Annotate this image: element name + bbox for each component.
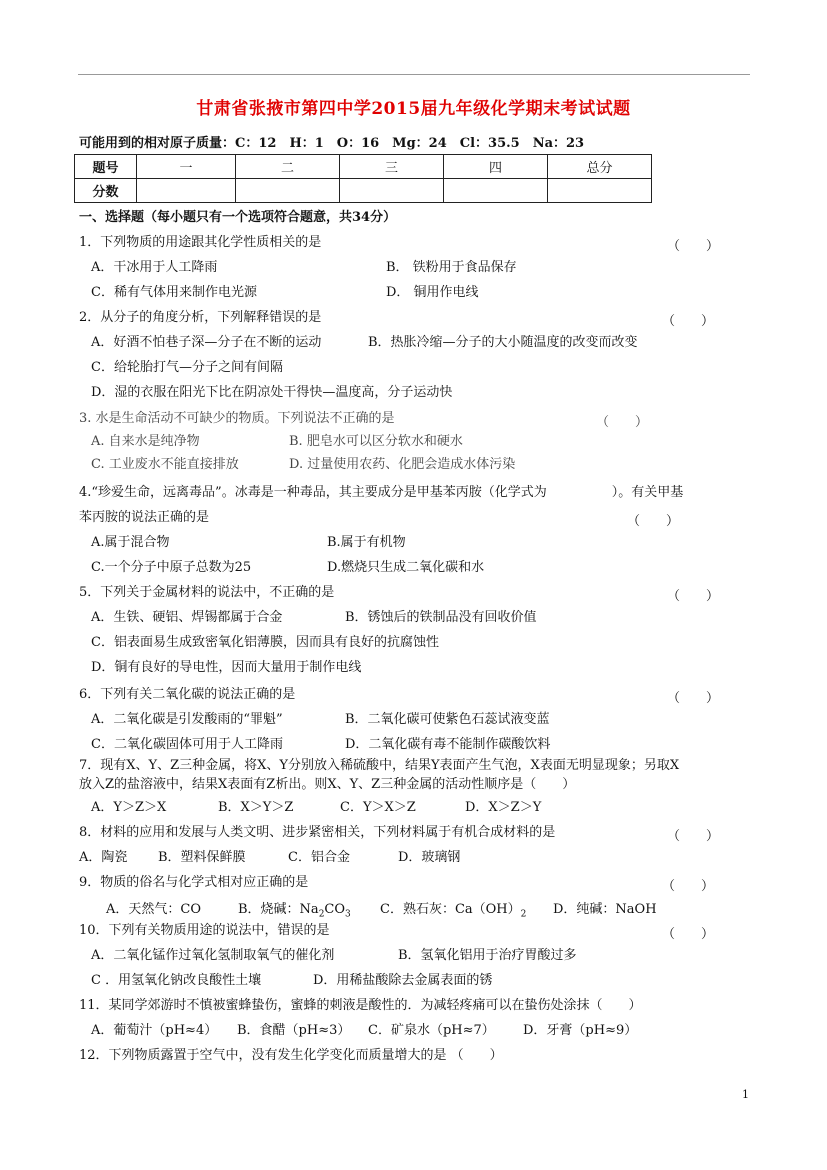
q4-stem-line1: 4.“珍爱生命，远离毒品”。冰毒是一种毒品，其主要成分是甲基苯丙胺（化学式为 ）。有关甲基 — [79, 485, 684, 500]
q3-option-c: C. 工业废水不能直接排放 — [91, 457, 239, 472]
q3-option-d: D. 过量使用农药、化肥会造成水体污染 — [289, 457, 516, 472]
cell-question-label: 题号 — [75, 155, 137, 179]
q9-option-b — [238, 902, 351, 923]
q8-option-b: B．塑料保鲜膜 — [158, 850, 246, 865]
q11-option-b: B．食醋（pH≈3） — [237, 1023, 351, 1038]
q3-option-a: A. 自来水是纯净物 — [91, 434, 200, 449]
q1-option-a: A．干冰用于人工降雨 — [91, 260, 218, 275]
q4-option-b: B.属于有机物 — [327, 535, 406, 550]
cell-score-label: 分数 — [75, 179, 137, 203]
q6-option-c: C．二氧化碳固体可用于人工降雨 — [91, 737, 283, 752]
q11-option-a: A．葡萄汁（pH≈4） — [91, 1023, 218, 1038]
q4-answer-paren[interactable]: （ ） — [627, 514, 680, 529]
cell-section-4: 四 — [444, 155, 548, 179]
q8-option-d: D．玻璃钢 — [398, 850, 461, 865]
q10-option-c: C ．用氢氧化钠改良酸性土壤 — [91, 973, 262, 988]
q1-answer-paren[interactable]: （ ） — [667, 239, 720, 254]
score-table — [74, 154, 652, 203]
q6-answer-paren[interactable]: （ ） — [667, 691, 720, 706]
q5-option-b: B．锈蚀后的铁制品没有回收价值 — [345, 610, 537, 625]
score-input-3[interactable] — [340, 179, 444, 203]
q10-stem: 10．下列有关物质用途的说法中，错误的是 — [79, 923, 330, 938]
q4-option-a: A.属于混合物 — [91, 535, 170, 550]
q10-option-d: D．用稀盐酸除去金属表面的锈 — [313, 973, 493, 988]
cell-section-2: 二 — [236, 155, 340, 179]
score-input-2[interactable] — [236, 179, 340, 203]
q9-option-c-sub: 2 — [520, 909, 527, 920]
q7-stem-line2: 放入Z的盐溶液中，结果X表面有Z析出。则X、Y、Z三种金属的活动性顺序是（ ） — [79, 777, 576, 792]
q4-option-d: D.燃烧只生成二氧化碳和水 — [327, 560, 485, 575]
q10-option-b: B．氢氧化铝用于治疗胃酸过多 — [398, 948, 577, 963]
q8-option-a: A．陶瓷 — [79, 850, 128, 865]
q9-option-b-mid: CO — [324, 902, 346, 917]
score-table-score-row — [75, 179, 652, 203]
q2-option-a: A．好酒不怕巷子深—分子在不断的运动 — [91, 335, 322, 350]
header-rule — [78, 74, 750, 75]
q11-option-c: C．矿泉水（pH≈7） — [368, 1023, 495, 1038]
q8-answer-paren[interactable]: （ ） — [667, 829, 720, 844]
q2-stem: 2．从分子的角度分析，下列解释错误的是 — [79, 310, 322, 325]
q1-option-d: D． 铜用作电线 — [386, 285, 479, 300]
cell-section-1: 一 — [137, 155, 236, 179]
q4-stem-line2: 苯丙胺的说法正确的是 — [79, 510, 210, 525]
q10-answer-paren[interactable]: （ ） — [662, 927, 715, 942]
q11-option-d: D．牙膏（pH≈9） — [523, 1023, 638, 1038]
score-table-header-row — [75, 155, 652, 179]
q9-option-b-sub2: 3 — [345, 909, 351, 920]
q9-option-b-text: B．烧碱：Na — [238, 902, 319, 917]
q1-option-c: C．稀有气体用来制作电光源 — [91, 285, 257, 300]
q5-option-c: C．铝表面易生成致密氧化铝薄膜，因而具有良好的抗腐蚀性 — [91, 635, 439, 650]
score-input-4[interactable] — [444, 179, 548, 203]
q1-stem: 1．下列物质的用途跟其化学性质相关的是 — [79, 235, 322, 250]
q8-option-c: C．铝合金 — [288, 850, 350, 865]
q9-option-a: A．天然气：CO — [106, 902, 201, 917]
q3-stem: 3. 水是生命活动不可缺少的物质。下列说法不正确的是 — [79, 411, 395, 426]
section1-heading: 一、选择题（每小题只有一个选项符合题意，共34分） — [79, 210, 397, 225]
cell-total: 总分 — [548, 155, 652, 179]
q9-option-b-sub1: 2 — [318, 909, 325, 920]
q9-option-c — [380, 902, 526, 923]
cell-section-3: 三 — [340, 155, 444, 179]
q7-option-b: B．X＞Y＞Z — [218, 800, 294, 815]
q7-option-d: D．X＞Z＞Y — [465, 800, 542, 815]
q9-option-c-text: C．熟石灰：Ca（OH） — [380, 902, 521, 917]
q5-option-d: D．铜有良好的导电性，因而大量用于制作电线 — [91, 660, 362, 675]
q5-option-a: A．生铁、硬铝、焊锡都属于合金 — [91, 610, 283, 625]
q6-option-a: A．二氧化碳是引发酸雨的“罪魁” — [91, 712, 283, 727]
score-input-total[interactable] — [548, 179, 652, 203]
q6-stem: 6．下列有关二氧化碳的说法正确的是 — [79, 687, 296, 702]
q5-answer-paren[interactable]: （ ） — [667, 589, 720, 604]
q9-answer-paren[interactable]: （ ） — [662, 879, 715, 894]
q11-stem: 11．某同学郊游时不慎被蜜蜂蛰伤，蜜蜂的刺液是酸性的．为减轻疼痛可以在蛰伤处涂抹（ ） — [79, 998, 642, 1013]
q12-stem: 12．下列物质露置于空气中，没有发生化学变化而质量增大的是 （ ） — [79, 1048, 503, 1063]
q6-option-b: B．二氧化碳可使紫色石蕊试液变蓝 — [345, 712, 550, 727]
q7-option-a: A．Y＞Z＞X — [91, 800, 167, 815]
exam-title: 甘肃省张掖市第四中学2015届九年级化学期末考试试题 — [196, 99, 631, 119]
q1-option-b: B． 铁粉用于食品保存 — [386, 260, 517, 275]
q2-answer-paren[interactable]: （ ） — [662, 314, 715, 329]
q9-stem: 9．物质的俗名与化学式相对应正确的是 — [79, 875, 309, 890]
q2-option-c: C．给轮胎打气—分子之间有间隔 — [91, 360, 283, 375]
q8-stem: 8．材料的应用和发展与人类文明、进步紧密相关，下列材料属于有机合成材料的是 — [79, 825, 556, 840]
q3-answer-paren[interactable]: （ ） — [596, 415, 649, 430]
score-input-1[interactable] — [137, 179, 236, 203]
atomic-masses: 可能用到的相对原子质量：C：12 H：1 O：16 Mg：24 Cl：35.5 Na：23 — [79, 136, 585, 151]
q2-option-d: D．湿的衣服在阳光下比在阴凉处干得快—温度高，分子运动快 — [91, 385, 453, 400]
q3-option-b: B. 肥皂水可以区分软水和硬水 — [289, 434, 463, 449]
page-number: 1 — [742, 1088, 749, 1101]
q9-option-d: D．纯碱：NaOH — [553, 902, 657, 917]
q6-option-d: D．二氧化碳有毒不能制作碳酸饮料 — [345, 737, 551, 752]
q7-option-c: C．Y＞X＞Z — [340, 800, 416, 815]
q10-option-a: A．二氧化锰作过氧化氢制取氧气的催化剂 — [91, 948, 335, 963]
q2-option-b: B．热胀冷缩—分子的大小随温度的改变而改变 — [368, 335, 638, 350]
q7-stem-line1: 7．现有X、Y、Z三种金属，将X、Y分别放入稀硫酸中，结果Y表面产生气泡，X表面无明显现象；另取X — [79, 758, 680, 773]
q5-stem: 5．下列关于金属材料的说法中，不正确的是 — [79, 585, 335, 600]
q4-option-c: C.一个分子中原子总数为25 — [91, 560, 252, 575]
